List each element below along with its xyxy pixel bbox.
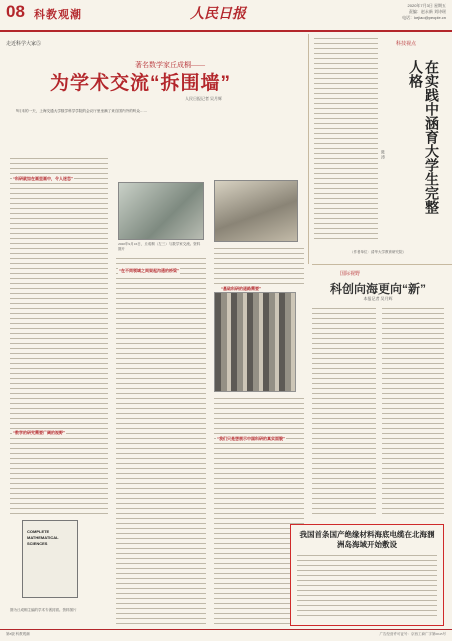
- book-title: COMPLETE MATHEMATICAL SCIENCES: [27, 529, 59, 546]
- column-label: 走近科学大家⑤: [6, 41, 42, 47]
- series-kicker: 著名数学家丘成桐——: [135, 61, 205, 69]
- subhead-2: “数学的研究需要广阔的视野”: [13, 430, 65, 435]
- right-vertical-title: 在实践中涵育大学生完整人格: [408, 60, 440, 214]
- mid-body-text-1: [312, 306, 376, 516]
- mid-story-tag: 国际视野: [340, 271, 361, 277]
- subhead-4: “我们只是想展示中国科研的真实面貌”: [217, 436, 285, 441]
- masthead-logo: 人民日报: [190, 7, 246, 22]
- section-divider: [312, 264, 452, 265]
- photo-caption: 2020年9月16日，丘成桐（左三）与数学家交流。资料图片: [118, 242, 201, 251]
- lead-lede: 9月末的一天，上海交通大学数学科学学院的会议厅里坐满了来自国内外的听众……: [16, 109, 148, 113]
- right-column-tag: 科技视点: [396, 41, 417, 47]
- book-caption: 图为丘成桐主编的学术专著封面。资料图片: [10, 608, 77, 612]
- body-text-column-3: [214, 246, 304, 286]
- header-info: [366, 3, 446, 21]
- footer-left: 第8版 科教观潮: [6, 632, 30, 636]
- right-author: 陈 涛: [381, 150, 386, 159]
- mid-body-text-2: [382, 306, 444, 516]
- lead-byline: 人民日报记者 吴月辉: [185, 96, 222, 101]
- lead-headline: 为学术交流“拆围墙”: [50, 73, 232, 94]
- right-body-text-1: [314, 36, 378, 242]
- page-header: [0, 0, 452, 32]
- editor-line: 责编：赵永新 刘诗瑶: [408, 9, 446, 14]
- boxed-body: [297, 553, 437, 619]
- highlighted-story-box: [290, 524, 444, 626]
- subhead-3: “在不同领域之间架起沟通的桥梁”: [119, 268, 179, 273]
- footer-right: 广告经营许可证号：京西工商广字第0045号: [379, 632, 446, 636]
- subhead-1: “科研就如在画里画中，令人迷恋”: [13, 176, 73, 181]
- body-text-column-1: [10, 156, 108, 516]
- photo-gathering: [214, 180, 298, 242]
- page-number: 08: [6, 2, 25, 21]
- right-author-note: （作者单位：清华大学教育研究院）: [350, 250, 406, 254]
- section-title: 科教观潮: [34, 9, 82, 21]
- contact-line: 电话：kejiao@people.cn: [402, 15, 446, 20]
- mid-story-headline: 科创向海更向“新”: [329, 282, 426, 296]
- subhead-5: “基础科研的道路需要”: [221, 286, 261, 291]
- photo-scholars: [118, 182, 204, 240]
- photo-archive: [214, 292, 296, 392]
- page-footer: [0, 629, 452, 641]
- mid-story-byline: 本报记者 吴月辉: [363, 296, 393, 301]
- boxed-headline: 我国首条国产绝缘材料海底电缆在北海涠洲岛海域开始敷设: [299, 530, 435, 549]
- column-divider: [308, 34, 309, 264]
- date-line: 2020年7月3日 星期五: [407, 3, 446, 8]
- book-cover-image: [22, 520, 78, 598]
- body-text-column-2: [116, 256, 206, 626]
